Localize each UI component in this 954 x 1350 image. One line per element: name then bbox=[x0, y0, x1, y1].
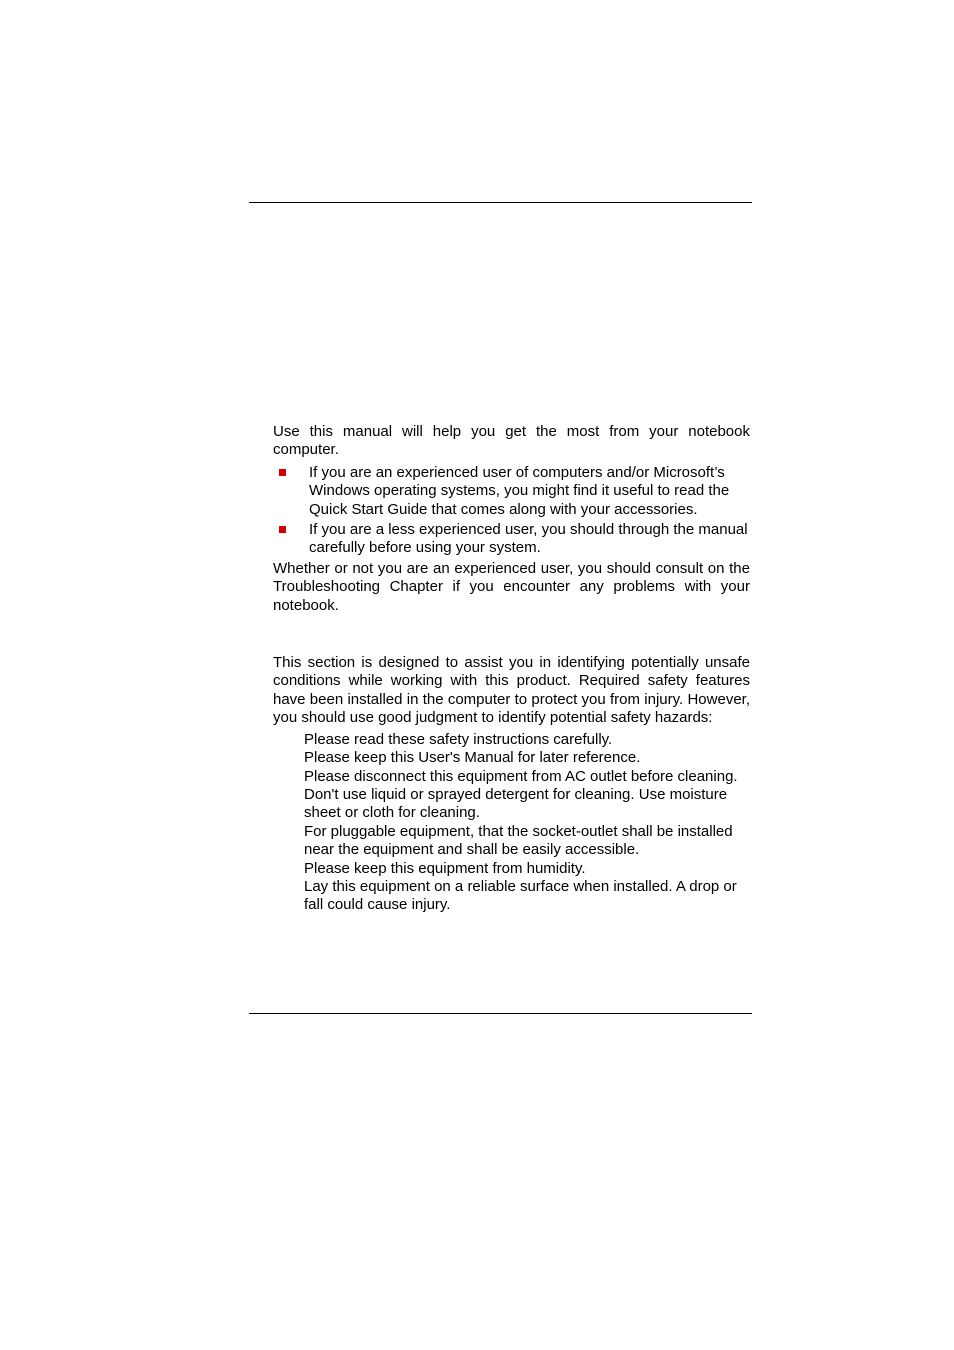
intro-paragraph: Use this manual will help you get the most from your notebook computer. bbox=[273, 423, 750, 459]
square-bullet-icon bbox=[279, 526, 286, 533]
bullet-text: If you are an experienced user of computers and/or Microsoft’s Windows operating systems, you might find it useful to read the Quick Start Guide that comes along with your accessories. bbox=[309, 463, 730, 518]
bullet-text: If you are a less experienced user, you should through the manual carefully before using your system. bbox=[309, 521, 748, 557]
list-item: For pluggable equipment, that the socket-outlet shall be installed near the equipment and shall be easily accessible. bbox=[304, 822, 733, 859]
footer-rule bbox=[249, 1013, 752, 1014]
square-bullet-icon bbox=[279, 469, 286, 476]
page-body bbox=[273, 423, 750, 915]
list-item: Please keep this User's Manual for later reference. bbox=[304, 749, 641, 767]
list-item: Lay this equipment on a reliable surface when installed. A drop or fall could cause injury. bbox=[304, 877, 737, 914]
troubleshooting-paragraph: Whether or not you are an experienced user, you should consult on the Troubleshooting Chapter if you encounter any problems with your notebook. bbox=[273, 559, 750, 614]
safety-instruction-list bbox=[273, 731, 750, 915]
list-item: Please disconnect this equipment from AC outlet before cleaning. Don't use liquid or sprayed detergent for cleaning. Use moisture sheet or cloth for cleaning. bbox=[304, 767, 738, 822]
list-item bbox=[273, 521, 750, 558]
header-rule bbox=[249, 202, 752, 203]
list-item: Please read these safety instructions carefully. bbox=[304, 730, 613, 748]
usage-bullet-list bbox=[273, 464, 750, 558]
list-item bbox=[273, 464, 750, 519]
safety-intro-paragraph: This section is designed to assist you in identifying potentially unsafe conditions while working with this product. Required safety features have been installed in the computer to protect you from injury. However, you should use good judgment to identify potential safety hazards: bbox=[273, 654, 750, 727]
list-item: Please keep this equipment from humidity. bbox=[304, 859, 586, 877]
